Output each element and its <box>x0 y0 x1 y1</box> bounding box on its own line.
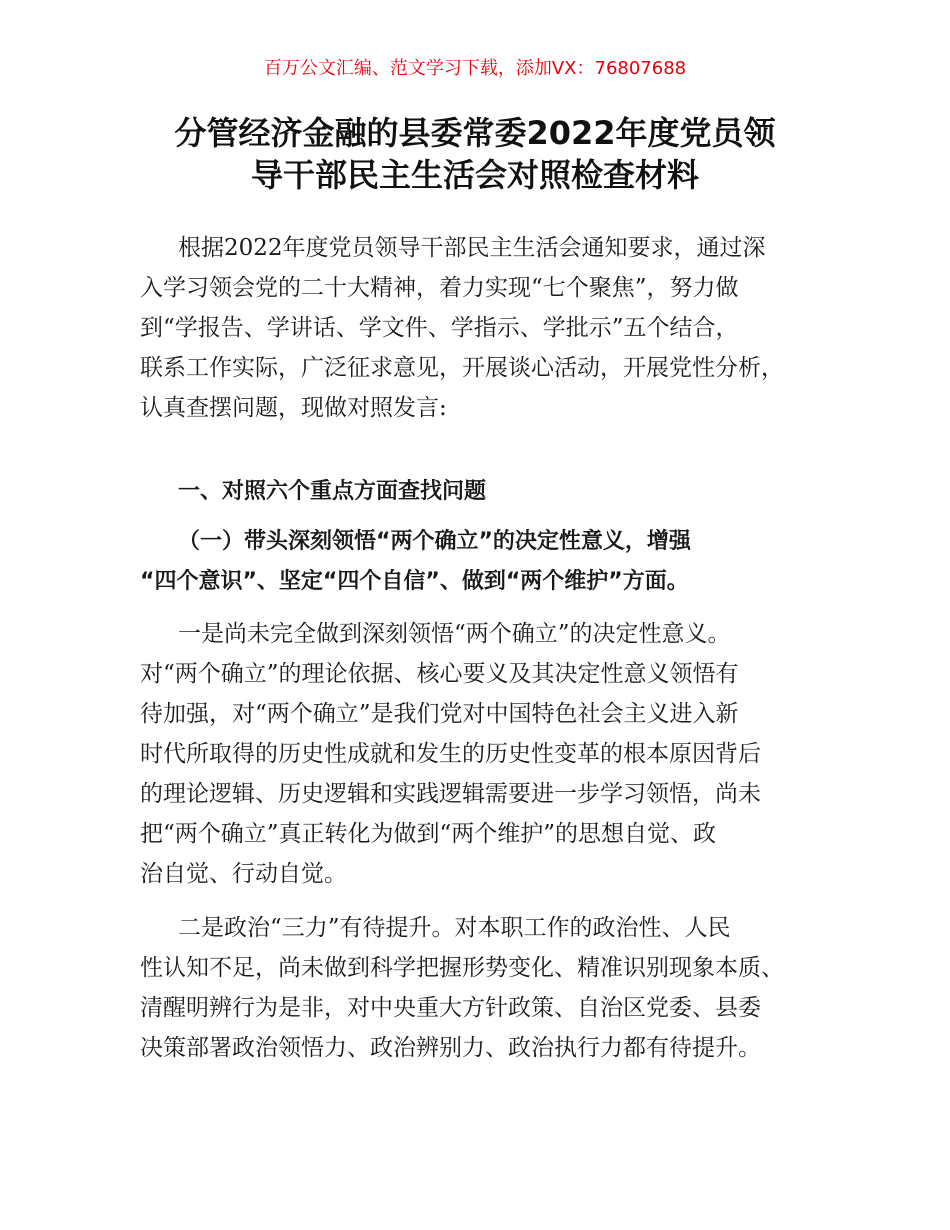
text-line: 到“学报告、学讲话、学文件、学指示、学批示”五个结合， <box>140 315 739 341</box>
section-heading-text: 一、对照六个重点方面查找问题 <box>178 479 487 504</box>
text-line: 对“两个确立”的理论依据、核心要义及其决定性意义领悟有 <box>140 661 739 687</box>
watermark-banner: 百万公文汇编、范文学习下载，添加VX：76807688 <box>263 58 687 79</box>
text-line: 治自觉、行动自觉。 <box>140 861 347 887</box>
paragraph-2 <box>140 908 820 1068</box>
subsection-heading <box>140 522 820 602</box>
text-line: 认真查摆问题，现做对照发言: <box>140 395 447 421</box>
section-heading <box>140 472 820 512</box>
text-line: 决策部署政治领悟力、政治辨别力、政治执行力都有待提升。 <box>140 1035 761 1061</box>
text-line: 待加强，对“两个确立”是我们党对中国特色社会主义进入新 <box>140 701 739 727</box>
text-line: 二是政治“三力”有待提升。对本职工作的政治性、人民 <box>178 915 731 941</box>
title-line-1: 分管经济金融的县委常委2022年度党员领 <box>174 114 776 152</box>
title-line-2: 导干部民主生活会对照检查材料 <box>250 156 699 194</box>
text-line: 联系工作实际，广泛征求意见，开展谈心活动，开展党性分析， <box>140 355 784 381</box>
text-line: 时代所取得的历史性成就和发生的历史性变革的根本原因背后 <box>140 741 761 767</box>
text-line: 入学习领会党的二十大精神，着力实现“七个聚焦”，努力做 <box>140 275 739 301</box>
document-title <box>60 112 890 196</box>
intro-paragraph <box>140 228 820 428</box>
paragraph-1 <box>140 614 820 894</box>
text-line: 清醒明辨行为是非，对中央重大方针政策、自治区党委、县委 <box>140 995 761 1021</box>
text-line: 的理论逻辑、历史逻辑和实践逻辑需要进一步学习领悟，尚未 <box>140 781 761 807</box>
text-line: 一是尚未完全做到深刻领悟“两个确立”的决定性意义。 <box>178 621 731 647</box>
text-line: 性认知不足，尚未做到科学把握形势变化、精准识别现象本质、 <box>140 955 784 981</box>
text-line: （一）带头深刻领悟“两个确立”的决定性意义，增强 <box>178 529 691 554</box>
text-line: “四个意识”、坚定“四个自信”、做到“两个维护”方面。 <box>140 569 689 594</box>
text-line: 根据2022年度党员领导干部民主生活会通知要求，通过深 <box>178 235 766 261</box>
text-line: 把“两个确立”真正转化为做到“两个维护”的思想自觉、政 <box>140 821 717 847</box>
